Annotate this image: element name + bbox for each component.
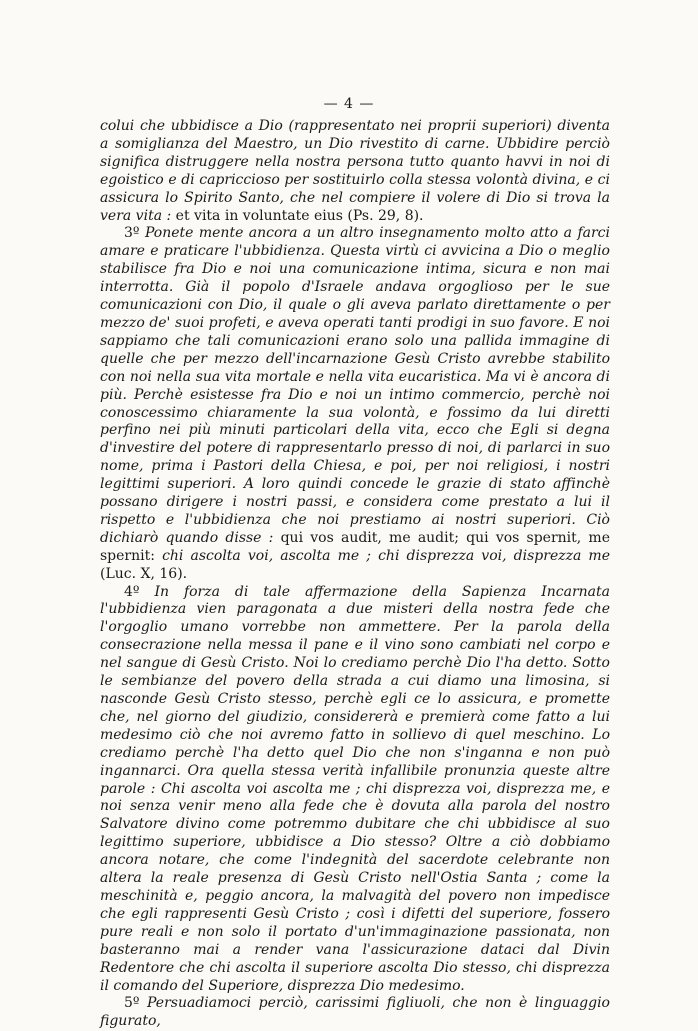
text-run: Persuadiamoci perciò, carissimi figliuoli, che non è linguaggio figurato, bbox=[100, 995, 610, 1030]
text-run: In forza di tale affermazione della Sapienza Incarnata l'ubbidienza vien paragonata a due misteri della nostra fede che l'orgoglio umano vorrebbe non ammettere. Per la parola della consecrazione nella messa il pane e il vino sono cambiati nel corpo e nel sangue di Gesù Cristo. Noi lo crediamo perchè Dio l'ha detto. Sotto le sembianze del povero della strada a cui diamo una limosina, si nasconde Gesù Cristo stesso, perchè egli ce lo assicura, e promette che, nel giorno del giudizio, considererà e premierà come fatto a lui medesimo ciò che noi avremo fatto in sollievo di quel meschino. Lo crediamo perchè l'ha detto quel Dio che non s'inganna e non può ingannarci. Ora quella stessa verità infallibile pronunzia queste altre parole : Chi ascolta voi ascolta me ; chi disprezza voi, disprezza me, e noi senza venir meno alla fede che è dovuta alla parola del nostro Salvatore divino come potremmo dubitare che chi ubbidisce al suo legittimo superiore, ubbidisce a Dio stesso? Oltre a ciò dobbiamo ancora notare, che come l'indegnità del sacerdote celebrante non altera la reale presenza di Gesù Cristo nell'Ostia Santa ; come la meschinità e, peggio ancora, la malvagità del povero non impedisce che egli rappresenti Gesù Cristo ; così i difetti del superiore, fossero pure reali e non solo il portato d'un'immaginazione passionata, non basteranno mai a render vana l'assicurazione dataci dal Divin Redentore che chi ascolta il superiore ascolta Dio stesso, chi disprezza il comando del Superiore, disprezza Dio medesimo. bbox=[100, 583, 610, 994]
text-run: 3º bbox=[124, 225, 145, 242]
page-number: — 4 — bbox=[323, 96, 375, 112]
text-run: Ponete mente ancora a un altro insegnamento molto atto a farci amare e praticare l'ubbidienza. Questa virtù ci avvicina a Dio o meglio stabilisce fra Dio e noi una comunicazione intima, sicura e non mai interrotta. Già il popolo d'Israele andava orgoglioso per le sue comunicazioni con Dio, il quale o gli aveva parlato direttamente o per mezzo de' suoi profeti, e aveva operati tanti prodigi in suo favore. E noi sappiamo che tali comunicazioni erano solo una pallida immagine di quelle che per mezzo dell'incarnazione Gesù Cristo avrebbe stabilito con noi nella sua vita mortale e nella vita eucaristica. Ma vi è ancora di più. Perchè esistesse fra Dio e noi un intimo commercio, perchè noi conoscessimo chiaramente la sua volontà, e fossimo da lui diretti perfino nei più minuti particolari della vita, ecco che Egli si degna d'investire del potere di rappresentarlo presso di noi, di parlarci in suo nome, prima i Pastori della Chiesa, e poi, per noi religiosi, i nostri legittimi superiori. A loro quindi concede le grazie di stato affinchè possano dirigere i nostri passi, e considera come prestato a lui il rispetto e l'ubbidienza che noi prestiamo ai nostri superiori. Ciò dichiarò quando disse : bbox=[100, 225, 610, 546]
text-run: et vita in voluntate eius (Ps. 29, 8). bbox=[175, 207, 424, 224]
text-run: (Luc. X, 16). bbox=[100, 565, 188, 582]
text-run: 4º bbox=[124, 583, 155, 600]
paragraph bbox=[100, 225, 610, 583]
text-run: qui vos audit, me audit; qui vos spernit, me spernit: bbox=[100, 529, 610, 564]
text-run: 5º bbox=[124, 995, 148, 1012]
body-text bbox=[100, 118, 610, 1031]
paragraph bbox=[100, 584, 610, 996]
text-run: chi ascolta voi, ascolta me ; chi disprezza voi, disprezza me bbox=[162, 547, 610, 564]
paragraph bbox=[100, 995, 610, 1031]
text-run: colui che ubbidisce a Dio (rappresentato nei proprii superiori) diventa a somiglianza del Maestro, un Dio rivestito di carne. Ubbidire perciò significa distruggere nella nostra persona tutto quanto havvi in noi di egoistico e di capriccioso per sostituirlo colla stessa volontà divina, e ci assicura lo Spirito Santo, che nel compiere il volere di Dio si trova la vera vita : bbox=[100, 118, 610, 224]
paragraph bbox=[100, 118, 610, 225]
